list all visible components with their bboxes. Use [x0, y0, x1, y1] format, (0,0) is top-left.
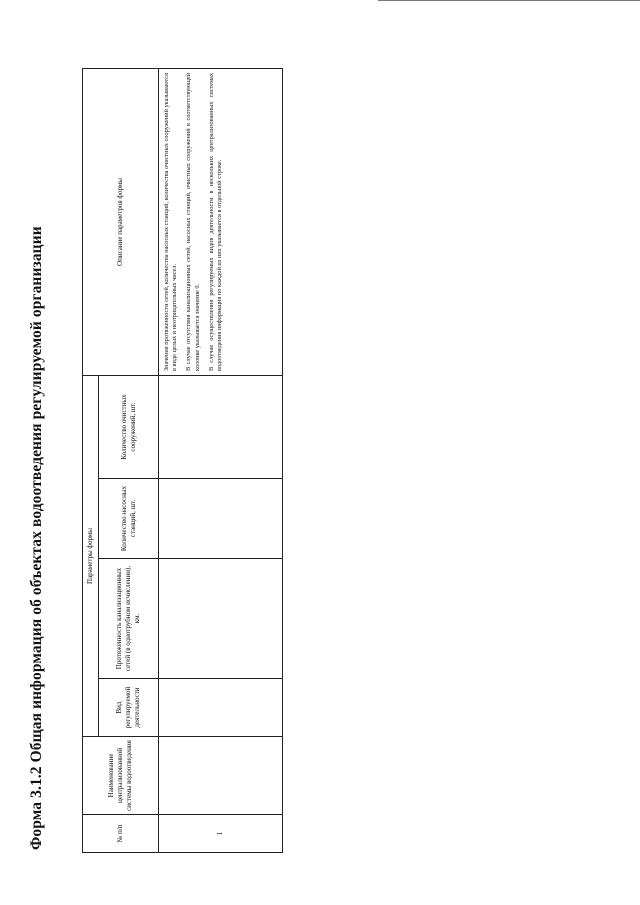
header-name: Наименование централизованной системы водоотведения: [83, 737, 159, 815]
cell-name: [159, 737, 283, 815]
cell-facilities: [159, 376, 283, 479]
header-number: № п/п: [83, 815, 159, 853]
header-group: Параметры формы: [83, 376, 99, 737]
description-paragraph: Значения протяженности сетей, количества насосных станций, количества очистных сооружений указываются в виде целых и неотрицательных чисел.: [163, 73, 179, 371]
header-length: Протяженность канализационных сетей (в однотрубном исчислении), км.: [99, 559, 159, 679]
cell-description: [159, 69, 283, 376]
cell-number: 1: [159, 815, 283, 853]
form-table: [82, 68, 283, 853]
table-row: [159, 69, 283, 853]
header-activity: Вид регулируемой деятельности: [99, 679, 159, 737]
header-facilities: Количество очистных сооружений, шт.: [99, 376, 159, 479]
cell-activity: [159, 679, 283, 737]
cell-stations: [159, 479, 283, 559]
description-paragraph: В случае осуществления регулируемых видов деятельности в нескольких централизованных системах водоотведения информация по каждой из них указывается в отдельной строке.: [207, 73, 223, 371]
header-description: Описание параметров формы: [83, 69, 159, 376]
page-title: Форма 3.1.2 Общая информация об объектах водоотведения регулируемой организации: [28, 226, 45, 850]
header-stations: Количество насосных станций, шт.: [99, 479, 159, 559]
description-paragraph: В случае отсутствия канализационных сетей, насосных станций, очистных сооружений в соответствующей колонке указывается значение 0.: [185, 73, 201, 371]
cell-length: [159, 559, 283, 679]
